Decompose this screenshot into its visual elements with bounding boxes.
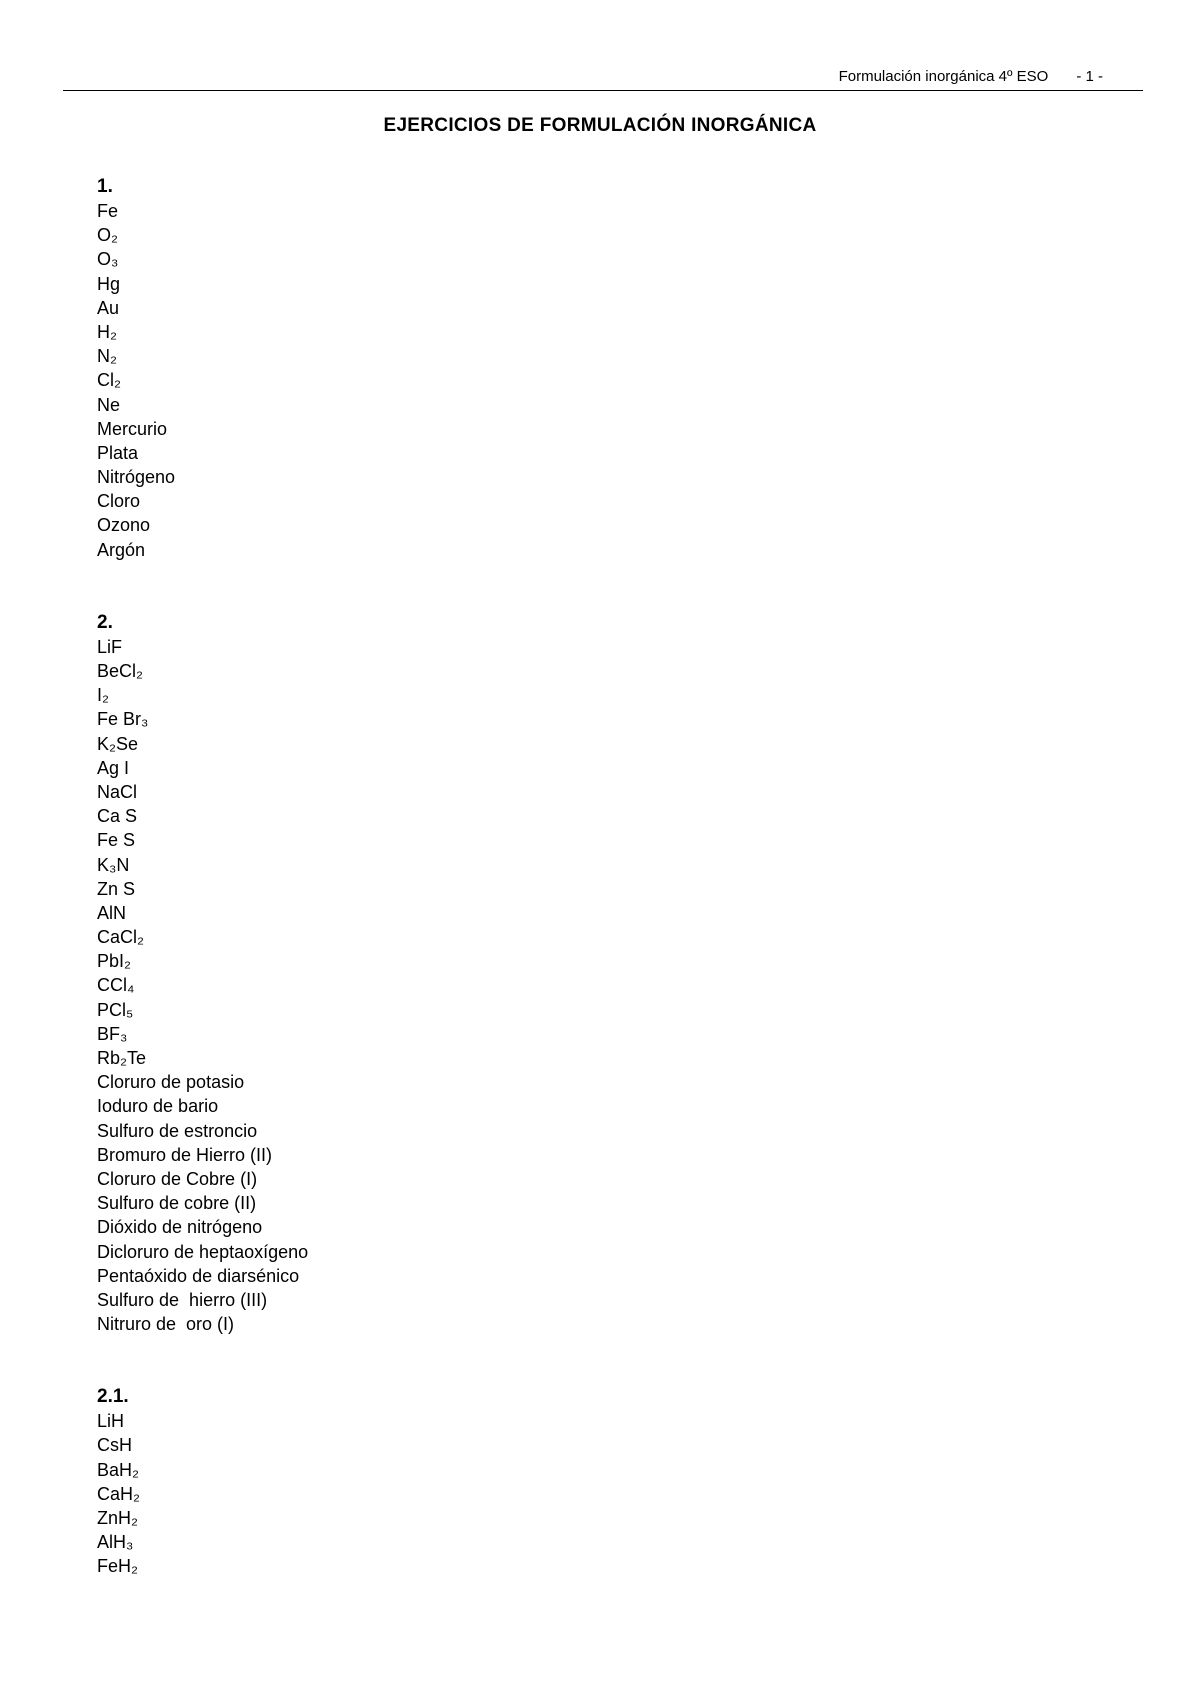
exercise-item: Dicloruro de heptaoxígeno [97, 1241, 309, 1262]
exercise-item: Ca S [97, 806, 138, 827]
exercise-section [97, 175, 897, 562]
exercise-item: CaCl₂ [97, 927, 144, 948]
exercise-item: Fe Br₃ [97, 709, 149, 730]
exercise-item: Cloruro de Cobre (I) [97, 1168, 258, 1189]
exercise-item: LiF [97, 636, 123, 657]
exercise-list [97, 1409, 897, 1578]
exercise-item: K₃N [97, 854, 130, 875]
exercise-item: Zn S [97, 878, 136, 899]
exercise-item: Cloro [97, 491, 141, 512]
exercise-item: Nitruro de oro (I) [97, 1314, 235, 1335]
exercise-item: Hg [97, 273, 121, 294]
exercise-item: CsH [97, 1435, 132, 1456]
section-number: 2.1. [97, 1386, 129, 1408]
exercise-item: I₂ [97, 685, 109, 706]
exercise-item: N₂ [97, 346, 117, 367]
exercise-item: BF₃ [97, 1023, 128, 1044]
exercise-item: Ioduro de bario [97, 1096, 219, 1117]
exercise-item: AlN [97, 902, 127, 923]
exercise-item: Sulfuro de estroncio [97, 1120, 258, 1141]
header-subject: Formulación inorgánica 4º ESO [838, 68, 1049, 85]
exercise-item: O₂ [97, 225, 118, 246]
exercise-section [97, 1385, 897, 1578]
exercise-item: PCl₅ [97, 999, 134, 1020]
exercise-item: Fe [97, 201, 119, 221]
exercise-content [97, 175, 897, 1579]
header-text [811, 68, 1103, 85]
exercise-item: H₂ [97, 321, 117, 342]
exercise-item: AlH₃ [97, 1532, 134, 1553]
exercise-item: Rb₂Te [97, 1048, 147, 1068]
exercise-item: Plata [97, 442, 139, 463]
exercise-item: K₂Se [97, 733, 139, 754]
exercise-item: Argón [97, 539, 146, 560]
exercise-item: BeCl₂ [97, 661, 144, 681]
exercise-item: Ag I [97, 757, 130, 778]
exercise-item: Fe S [97, 830, 136, 851]
exercise-item: Ozono [97, 515, 151, 536]
exercise-item: Bromuro de Hierro (II) [97, 1144, 273, 1165]
exercise-item: Nitrógeno [97, 467, 176, 488]
exercise-item: Sulfuro de hierro (III) [97, 1289, 268, 1310]
exercise-item: Ne [97, 394, 121, 415]
section-number: 2. [97, 611, 113, 633]
exercise-list [97, 635, 897, 1336]
page-header [63, 68, 1143, 91]
exercise-list [97, 199, 897, 562]
section-number: 1. [97, 176, 113, 197]
exercise-item: Au [97, 297, 120, 318]
exercise-item: Pentaóxido de diarsénico [97, 1265, 300, 1286]
exercise-item: LiH [97, 1411, 125, 1432]
exercise-item: FeH₂ [97, 1556, 138, 1577]
exercise-item: NaCl [97, 781, 138, 802]
exercise-item: Cl₂ [97, 370, 121, 391]
exercise-item: CaH₂ [97, 1483, 140, 1504]
exercise-item: BaH₂ [97, 1459, 140, 1480]
exercise-item: Sulfuro de cobre (II) [97, 1193, 257, 1214]
exercise-item: O₃ [97, 249, 119, 270]
exercise-item: PbI₂ [97, 951, 132, 972]
exercise-section [97, 611, 897, 1336]
exercise-item: Cloruro de potasio [97, 1072, 245, 1093]
exercise-item: CCl₄ [97, 975, 135, 996]
header-page-number: - 1 - [1076, 68, 1103, 85]
exercise-item: Dióxido de nitrógeno [97, 1217, 263, 1238]
page-title: EJERCICIOS DE FORMULACIÓN INORGÁNICA [383, 115, 817, 136]
exercise-item: Mercurio [97, 418, 168, 439]
exercise-item: ZnH₂ [97, 1508, 138, 1528]
